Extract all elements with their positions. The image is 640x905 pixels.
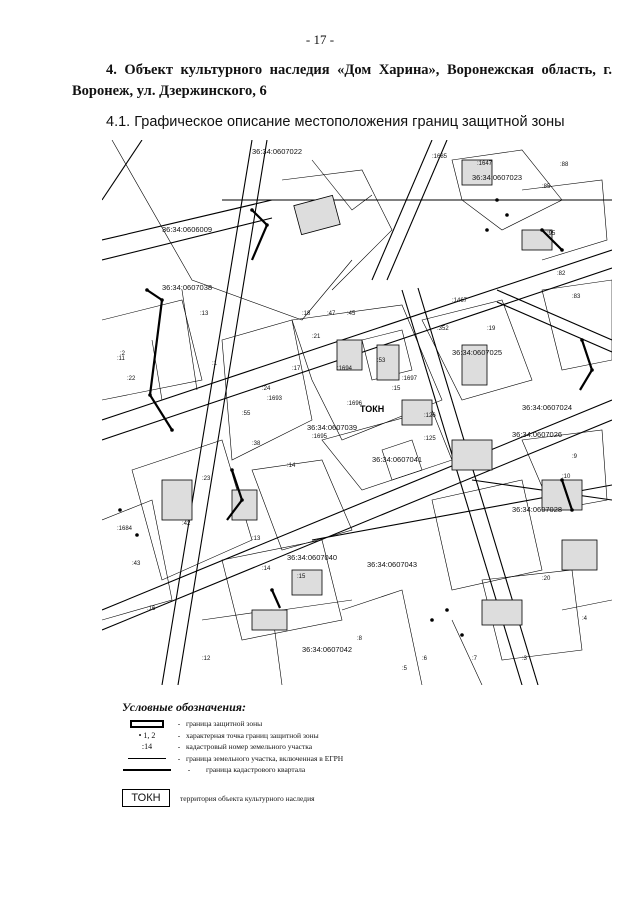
parcel-number-label: :42 <box>182 521 191 527</box>
parcel-number-label: :125 <box>424 436 436 442</box>
parcel-number-label: :1647 <box>477 161 493 167</box>
parcel-number-label: :18 <box>302 311 311 317</box>
parcel-number-label: :8 <box>357 636 363 642</box>
parcel-number-label: :13 <box>200 311 209 317</box>
parcel-number-label: :20 <box>542 576 551 582</box>
parcel-number-label: :47 <box>327 311 336 317</box>
cadastral-quarter-label: 36:34:0607028 <box>512 505 563 514</box>
parcel-number-label: :21 <box>312 334 321 340</box>
parcel-number-label: :1 <box>212 361 218 367</box>
parcel-number-label: :22 <box>127 376 136 382</box>
parcel-number-label: :1694 <box>337 366 353 372</box>
legend-text: характерная точка границ защитной зоны <box>186 730 319 740</box>
legend-item-parcel-boundary: - граница земельного участка, включенная в ЕГРН <box>122 753 452 765</box>
parcel-boundary-symbol <box>128 758 166 759</box>
parcel-number-label: :1693 <box>267 396 283 402</box>
parcel-number-label: :17 <box>292 366 301 372</box>
cadastral-quarter-label: 36:34:0607024 <box>522 403 573 412</box>
legend-text: территория объекта культурного наследия <box>180 793 315 803</box>
parcel-number-label: :1696 <box>347 401 363 407</box>
parcel-number-label: :88 <box>560 162 569 168</box>
parcel-number-label: :95 <box>547 231 556 237</box>
quarter-boundary-symbol <box>123 769 171 771</box>
parcel-number-label: :43 <box>132 561 141 567</box>
legend-item-tokn <box>122 789 315 807</box>
legend-item-point: • 1, 2 - характерная точка границ защитной зоны <box>138 730 319 740</box>
parcel-number-label: :23 <box>202 476 211 482</box>
cadastral-number-symbol: :14 <box>141 742 153 752</box>
cadastral-quarter-label: 36:34:0607026 <box>512 430 563 439</box>
parcel-number-label: :1685 <box>432 154 448 160</box>
object-territory-label: ТОКН <box>360 404 385 414</box>
parcel-number-label: :16 <box>147 606 156 612</box>
parcel-number-label: :45 <box>347 311 356 317</box>
parcel-number-label: :55 <box>242 411 251 417</box>
parcel-number-label: :83 <box>572 294 581 300</box>
point-symbol: • 1, 2 <box>138 730 156 740</box>
cadastral-quarter-label: 36:34:0607038 <box>162 283 213 292</box>
legend-title: Условные обозначения: <box>122 700 246 714</box>
cadastral-quarter-label: 36:34:0607042 <box>302 645 353 654</box>
subsection-heading: 4.1. Графическое описание местоположения границ защитной зоны <box>106 114 565 130</box>
parcel-number-label: :15 <box>297 574 306 580</box>
parcel-number-label: :10 <box>562 474 571 480</box>
legend-text: граница земельного участка, включенная в ЕГРН <box>186 753 344 763</box>
parcel-number-label: :9 <box>572 454 578 460</box>
parcel-number-label: :3 <box>522 656 528 662</box>
parcel-number-label: :11 <box>117 356 125 362</box>
zone-boundary-symbol <box>130 720 164 728</box>
cadastral-map <box>102 140 612 685</box>
cadastral-quarter-label: 36:34:0607040 <box>287 553 338 562</box>
parcel-number-label: :7 <box>472 656 478 662</box>
parcel-number-label: :1695 <box>312 434 328 440</box>
parcel-number-label: :14 <box>262 566 271 572</box>
parcel-number-label: :14 <box>287 463 296 469</box>
parcel-number-label: :1467 <box>452 298 468 304</box>
parcel-number-label: :24 <box>262 386 271 392</box>
parcel-number-label: :82 <box>557 271 566 277</box>
parcel-number-label: :6 <box>422 656 428 662</box>
cadastral-quarter-label: 36:34:0607039 <box>307 423 358 432</box>
parcel-number-label: :126 <box>424 413 436 419</box>
cadastral-quarter-label: 36:34:0607041 <box>372 455 423 464</box>
parcel-number-label: :5 <box>402 666 408 672</box>
cadastral-quarter-label: 36:34:0607025 <box>452 348 503 357</box>
parcel-number-label: :13 <box>252 536 261 542</box>
legend <box>122 700 452 776</box>
parcel-number-label: :12 <box>202 656 211 662</box>
tokn-symbol: ТОКН <box>122 789 170 807</box>
cadastral-quarter-label: 36:34:0607023 <box>472 173 523 182</box>
cadastral-quarter-label: 36:34:0607022 <box>252 147 303 156</box>
legend-text: кадастровый номер земельного участка <box>186 742 313 752</box>
parcel-number-label: :15 <box>392 386 401 392</box>
parcel-number-label: :85 <box>542 184 551 190</box>
legend-item-zone: - граница защитной зоны <box>122 718 452 730</box>
legend-text: граница защитной зоны <box>186 719 263 729</box>
legend-item-quarter-boundary: - граница кадастрового квартала <box>122 764 452 776</box>
parcel-number-label: :4 <box>582 616 588 622</box>
parcel-number-label: :19 <box>487 326 496 332</box>
section-heading: 4. Объект культурного наследия «Дом Харина», Воронежская область, г. Воронеж, ул. Дзержинского, 6 <box>72 62 612 99</box>
page-number: - 17 - <box>305 32 335 47</box>
parcel-number-label: :38 <box>252 441 261 447</box>
parcel-number-label: :53 <box>377 358 386 364</box>
cadastral-quarter-label: 36:34:0606009 <box>162 225 213 234</box>
legend-item-cadastral-number: :14 - кадастровый номер земельного участка <box>141 742 313 752</box>
cadastral-quarter-label: 36:34:0607043 <box>367 560 418 569</box>
parcel-number-label: :2 <box>120 351 126 357</box>
legend-text: граница кадастрового квартала <box>206 765 306 775</box>
parcel-number-label: :1684 <box>117 526 133 532</box>
parcel-number-label: :352 <box>437 326 449 332</box>
parcel-number-label: :1697 <box>402 376 418 382</box>
